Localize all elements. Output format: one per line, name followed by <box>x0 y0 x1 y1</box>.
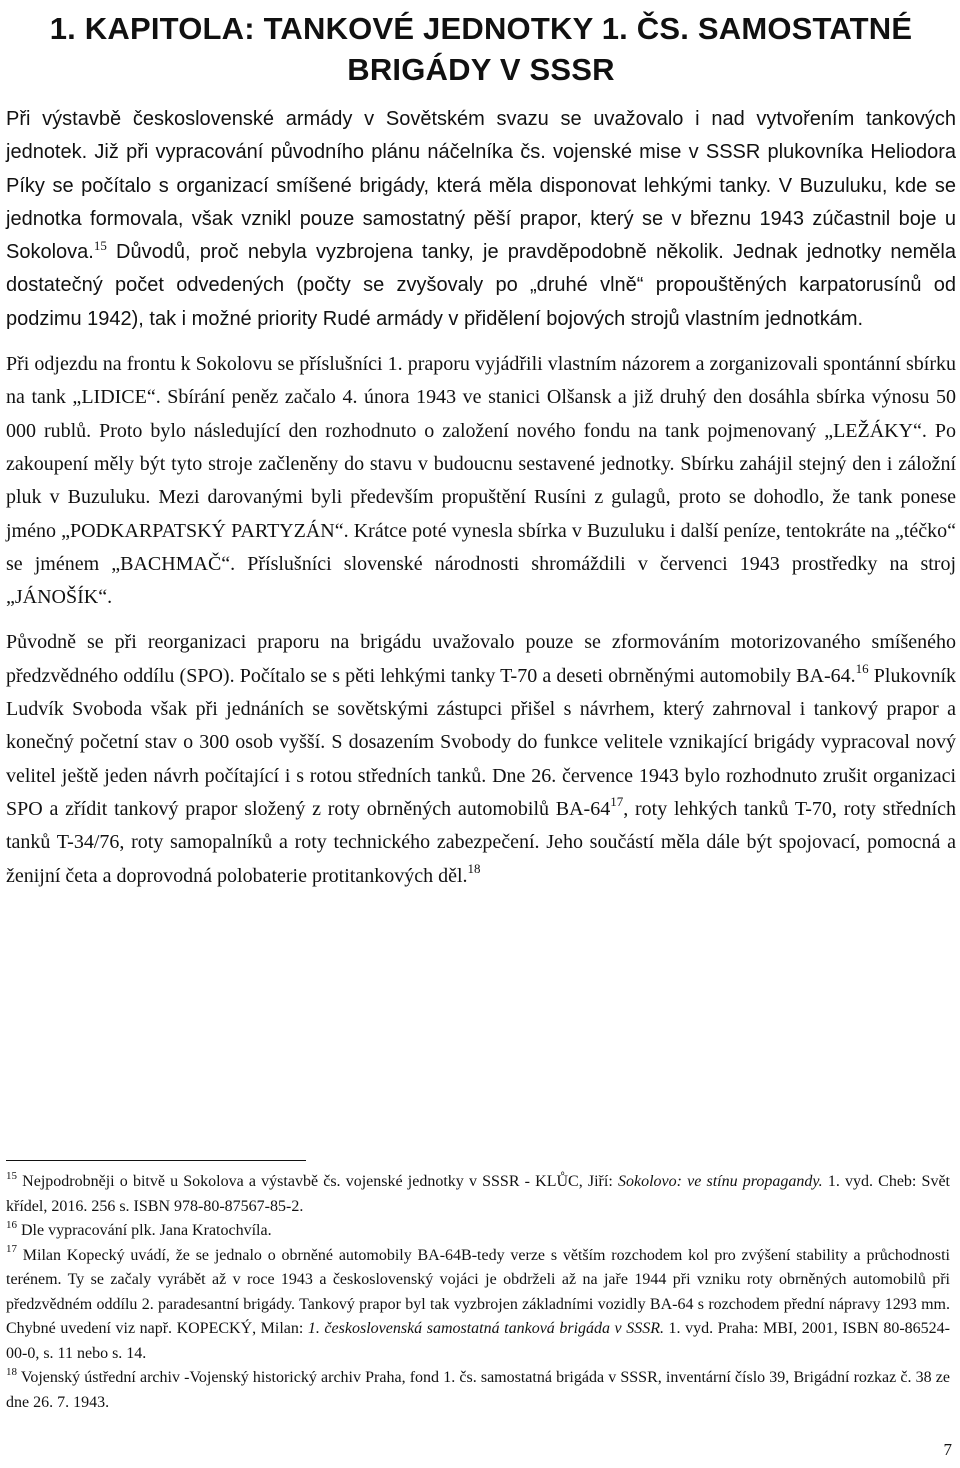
footnote-18 <box>6 1366 950 1415</box>
footnote-ref-15[interactable]: 15 <box>93 237 107 253</box>
footnote-18-text: Vojenský ústřední archiv -Vojenský historický archiv Praha, fond 1. čs. samostatná brigáda v SSSR, inventární číslo 39, Brigádní rozkaz č. 38 ze dne 26. 7. 1943. <box>6 1369 950 1411</box>
paragraph-1-text-b: Důvodů, proč nebyla vyzbrojena tanky, je pravděpodobně několik. Jednak jednotky neměla dostatečný počet odvedených (počty se zvyšovaly po „druhé vlně“ propouštěných karpatorusínů od podzimu 1942), tak i možné priority Rudé armády v přidělení bojových strojů vlastním jednotkám. <box>6 241 956 330</box>
paragraph-2 <box>6 348 956 614</box>
footnote-number: 15 <box>6 1169 17 1182</box>
footnote-17 <box>6 1244 950 1367</box>
footnote-number: 17 <box>6 1243 17 1256</box>
footnote-number: 16 <box>6 1218 17 1231</box>
footnote-16-text: Dle vypracování plk. Jana Kratochvíla. <box>17 1222 272 1239</box>
chapter-heading <box>6 0 956 90</box>
footnote-17-title: 1. československá samostatná tanková brigáda v SSSR. <box>307 1320 664 1337</box>
footnote-17-text-b: 1. vyd. Praha: MBI, 2001, ISBN 80-86524-00-0, s. 11 nebo s. 14. <box>6 1320 951 1362</box>
footnote-16 <box>6 1219 950 1244</box>
paragraph-1 <box>6 103 956 336</box>
footnote-15-text-a: Nejpodrobněji o bitvě u Sokolova a výstavbě čs. vojenské jednotky v SSSR - KLŮC, Jiří: <box>17 1173 618 1190</box>
footnote-ref-17[interactable]: 17 <box>610 794 624 810</box>
paragraph-3 <box>6 626 956 892</box>
paragraph-3-text-b: Plukovník Ludvík Svoboda však při jednáních se sovětskými zástupci přišel s návrhem, který zahrnoval i tankový prapor a konečný početní stav o 300 osob vyšší. S dosazením Svobody do funkce velitele vznikající brigády vypracoval nový velitel ještě jeden návrh počítající i s rotou středních tanků. Dne 26. července 1943 bylo rozhodnuto zrušit organizaci SPO a zřídit tankový prapor složený z roty obrněných automobilů BA-64 <box>6 664 957 820</box>
footnote-ref-18[interactable]: 18 <box>467 860 481 876</box>
chapter-heading-line1: 1. KAPITOLA: TANKOVÉ JEDNOTKY 1. ČS. SAMOSTATNÉ <box>49 11 913 46</box>
page-number: 7 <box>943 1440 952 1459</box>
document-page <box>6 0 956 893</box>
paragraph-3-text-c: , roty lehkých tanků T-70, roty středních tanků T-34/76, roty samopalníků a roty technického zabezpečení. Jeho součástí měla dále být spojovací, pomocná a ženijní četa a doprovodná polobaterie protitankových děl. <box>6 797 956 887</box>
paragraph-1-text-a: Při výstavbě československé armády v Sovětském svazu se uvažovalo i nad vytvořením tankových jednotek. Již při vypracování původního plánu náčelníka čs. vojenské mise v SSSR plukovníka Heliodora Píky se počítalo s organizací smíšené brigády, která měla disponovat lehkými tanky. V Buzuluku, kde se jednotka formovala, však vznikl pouze samostatný pěší prapor, který se v březnu 1943 zúčastnil boje u Sokolova. <box>6 108 956 264</box>
footnote-15-title: Sokolovo: ve stínu propagandy. <box>617 1173 823 1190</box>
footnote-15-text-b: 1. vyd. Cheb: Svět křídel, 2016. 256 s. ISBN 978-80-87567-85-2. <box>6 1173 951 1215</box>
footnote-ref-16[interactable]: 16 <box>855 661 869 677</box>
paragraph-2-text: Při odjezdu na frontu k Sokolovu se příslušníci 1. praporu vyjádřili vlastním názorem a zorganizovali spontánní sbírku na tank „LIDICE“. Sbírání peněz začalo 4. února 1943 ve stanici Olšansk a již druhý den dosáhla sbírka výnosu 50 000 rublů. Proto bylo následující den rozhodnuto o založení nového fondu na tank pojmenovaný „LEŽÁKY“. Po zakoupení měly být tyto stroje začleněny do stavu v budoucnu sestavené jednotky. Sbírku zahájil stejný den i záložní pluk v Buzuluku. Mezi darovanými byli především propuštění Rusíni z gulagů, proto se dohodlo, že tank ponese jméno „PODKARPATSKÝ PARTYZÁN“. Krátce poté vynesla sbírka v Buzuluku i další peníze, tentokráte na „téčko“ se jménem „BACHMAČ“. Příslušníci slovenské národnosti shromáždili v červenci 1943 prostředky na stroj „JÁNOŠÍK“. <box>6 353 956 609</box>
footnote-17-text-a: Milan Kopecký uvádí, že se jednalo o obrněné automobily BA-64B-tedy verze s větším rozchodem kol pro zvýšení stability a průchodnosti terénem. Ty se začaly vyrábět až v roce 1943 a československý vojáci je obdrželi až na jaře 1944 při vzniku roty obrněných automobilů při předzvědném oddílu 2. paradesantní brigády. Tankový prapor byl tak vyzbrojen základními vozidly BA-64 s rozchodem přední nápravy 1293 mm. Chybné uvedení viz např. KOPECKÝ, Milan: <box>6 1246 950 1337</box>
footnote-15 <box>6 1170 950 1219</box>
paragraph-3-text-a: Původně se při reorganizaci praporu na brigádu uvažovalo pouze se zformováním motorizovaného smíšeného předzvědného oddílu (SPO). Počítalo se s pěti lehkými tanky T-70 a deseti obrněnými automobily BA-64. <box>6 631 956 687</box>
footnote-number: 18 <box>6 1365 17 1378</box>
chapter-heading-line2: BRIGÁDY V SSSR <box>347 52 615 87</box>
footnotes-section <box>6 1170 950 1415</box>
footnote-separator <box>6 1160 306 1161</box>
